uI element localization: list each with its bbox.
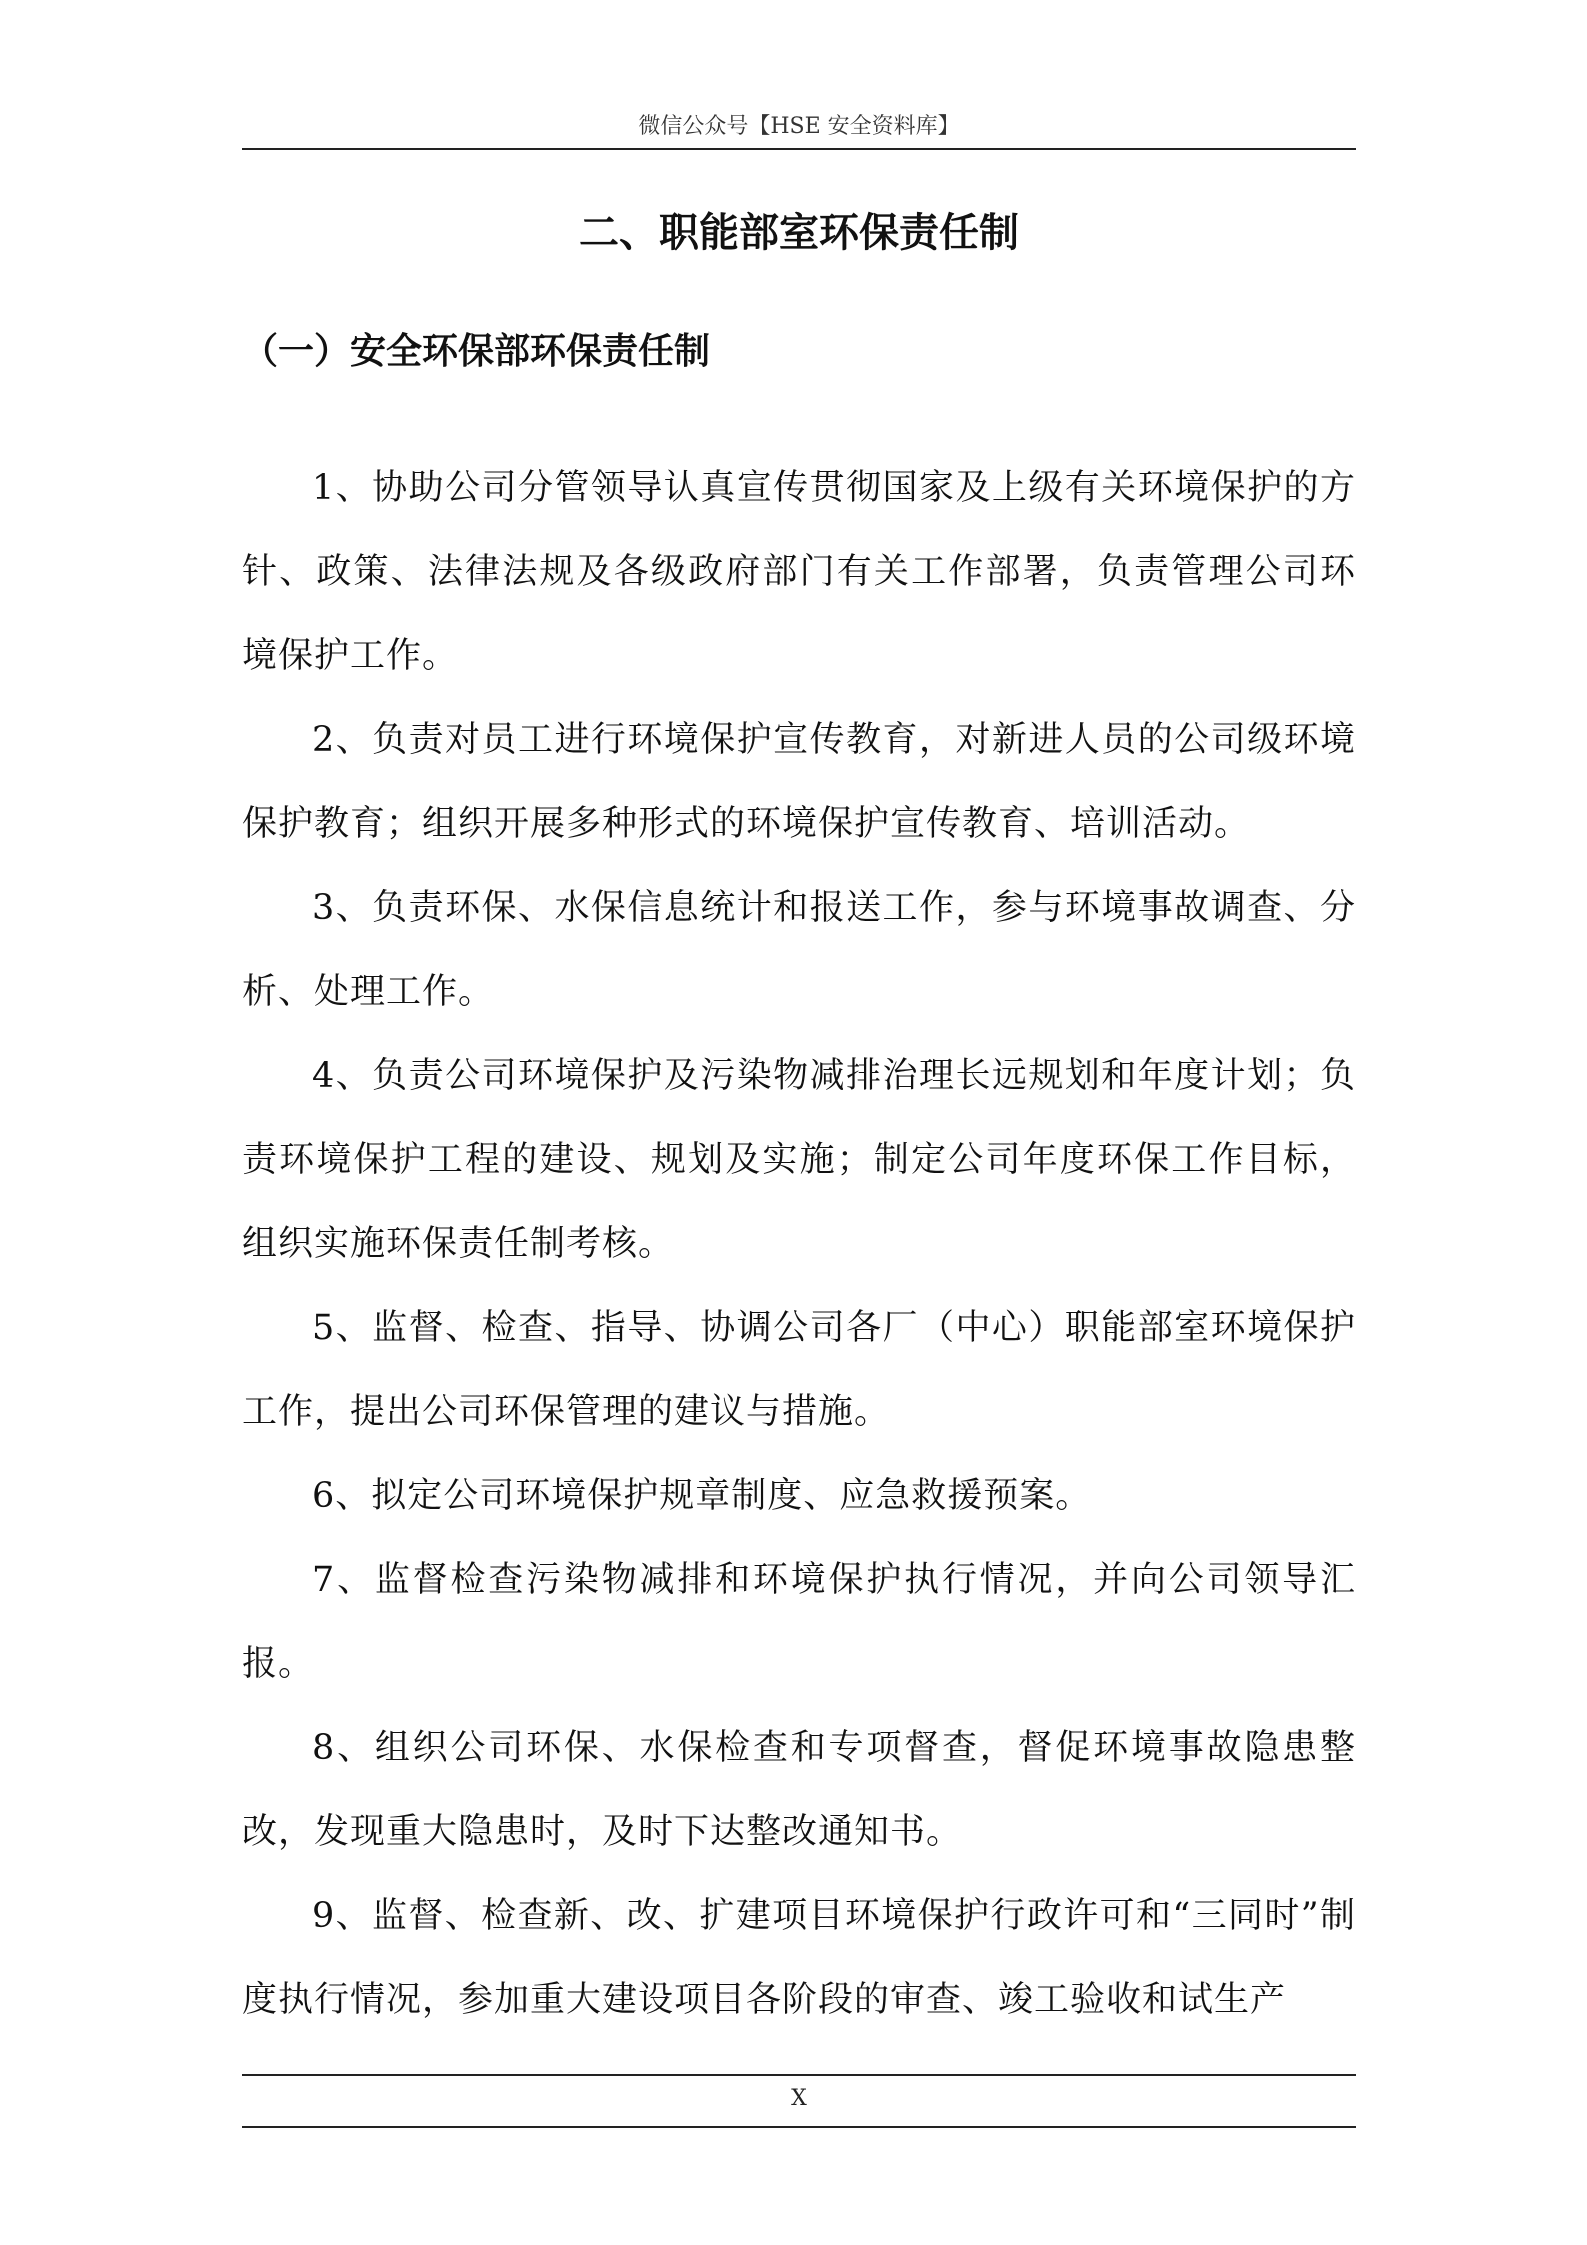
paragraph-2: 2、负责对员工进行环境保护宣传教育，对新进人员的公司级环境保护教育；组织开展多种形式的环境保护宣传教育、培训活动。 bbox=[242, 720, 1356, 844]
page-header bbox=[242, 112, 1356, 150]
page-footer bbox=[242, 2074, 1356, 2128]
paragraph-4: 4、负责公司环境保护及污染物减排治理长远规划和年度计划；负责环境保护工程的建设、规划及实施；制定公司年度环保工作目标，组织实施环保责任制考核。 bbox=[242, 1056, 1356, 1264]
page-title: 二、职能部室环保责任制 bbox=[579, 210, 1019, 256]
document-body bbox=[242, 446, 1356, 2042]
paragraph-1: 1、协助公司分管领导认真宣传贯彻国家及上级有关环境保护的方针、政策、法律法规及各级政府部门有关工作部署，负责管理公司环境保护工作。 bbox=[242, 468, 1356, 676]
paragraph-8: 8、组织公司环保、水保检查和专项督查，督促环境事故隐患整改，发现重大隐患时，及时下达整改通知书。 bbox=[242, 1728, 1356, 1852]
header-text: 微信公众号【HSE 安全资料库】 bbox=[638, 114, 960, 139]
paragraph-6: 6、拟定公司环境保护规章制度、应急救援预案。 bbox=[312, 1476, 1092, 1516]
paragraph-5: 5、监督、检查、指导、协调公司各厂（中心）职能部室环境保护工作，提出公司环保管理的建议与措施。 bbox=[242, 1308, 1356, 1432]
section-title: （一）安全环保部环保责任制 bbox=[242, 331, 711, 372]
paragraph-3: 3、负责环保、水保信息统计和报送工作，参与环境事故调查、分析、处理工作。 bbox=[242, 888, 1356, 1012]
page-number: X bbox=[791, 2086, 807, 2111]
paragraph-9: 9、监督、检查新、改、扩建项目环境保护行政许可和“三同时”制度执行情况，参加重大建设项目各阶段的审查、竣工验收和试生产 bbox=[242, 1896, 1356, 2020]
paragraph-7: 7、监督检查污染物减排和环境保护执行情况，并向公司领导汇报。 bbox=[242, 1560, 1356, 1684]
